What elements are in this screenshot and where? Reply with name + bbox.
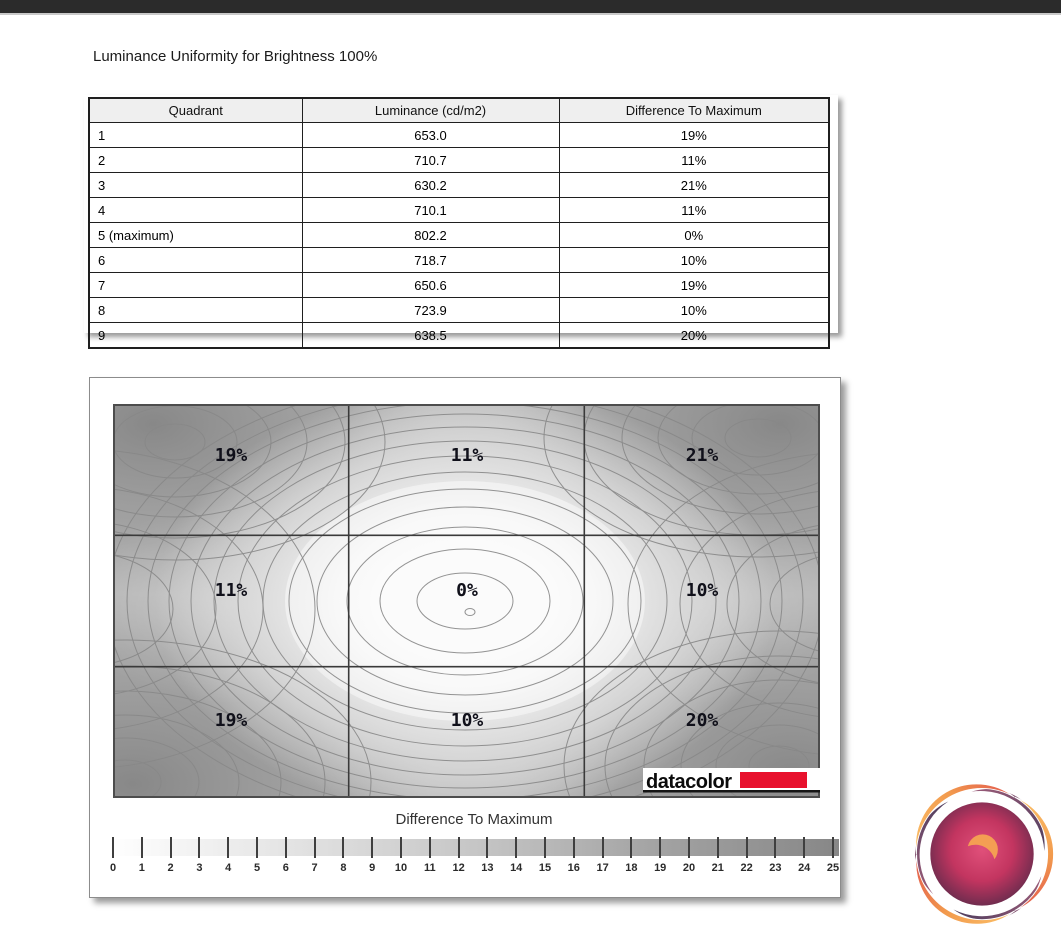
uniformity-table-card bbox=[84, 95, 838, 343]
table-cell-difference: 0% bbox=[559, 223, 829, 248]
chart-card bbox=[89, 377, 841, 898]
colorbar-tick bbox=[170, 837, 172, 858]
table-cell-difference: 19% bbox=[559, 123, 829, 148]
colorbar-tick-label: 11 bbox=[423, 862, 436, 874]
table-cell-difference: 10% bbox=[559, 248, 829, 273]
contour-label-q2: 11% bbox=[450, 445, 484, 466]
table-cell-difference: 10% bbox=[559, 298, 829, 323]
table-cell-quadrant: 7 bbox=[89, 273, 302, 298]
contour-label-q1: 19% bbox=[214, 445, 248, 466]
table-row bbox=[89, 123, 829, 148]
colorbar-tick-label: 14 bbox=[510, 862, 523, 874]
table-header-row bbox=[89, 98, 829, 123]
colorbar-tick bbox=[429, 837, 431, 858]
contour-label-q9: 20% bbox=[685, 710, 719, 731]
colorbar-tick bbox=[630, 837, 632, 858]
colorbar-tick bbox=[285, 837, 287, 858]
column-header-luminance: Luminance (cd/m2) bbox=[302, 98, 559, 123]
colorbar-tick-label: 23 bbox=[769, 862, 782, 874]
colorbar-tick bbox=[342, 837, 344, 858]
table-cell-luminance: 710.7 bbox=[302, 148, 559, 173]
colorbar-tick bbox=[832, 837, 834, 858]
colorbar-tick-label: 20 bbox=[682, 862, 696, 874]
colorbar-tick bbox=[227, 837, 229, 858]
colorbar-tick-label: 9 bbox=[369, 862, 376, 874]
table-cell-quadrant: 3 bbox=[89, 173, 302, 198]
contour-label-q8: 10% bbox=[450, 710, 484, 731]
colorbar-tick bbox=[256, 837, 258, 858]
datacolor-wordmark: datacolor bbox=[646, 771, 732, 793]
colorbar-tick bbox=[602, 837, 604, 858]
colorbar-tick-label: 24 bbox=[798, 862, 811, 874]
colorbar-tick-label: 18 bbox=[625, 862, 638, 874]
table-cell-luminance: 723.9 bbox=[302, 298, 559, 323]
contour-plot bbox=[113, 404, 820, 798]
colorbar-tick-label: 13 bbox=[481, 862, 494, 874]
table-row bbox=[89, 198, 829, 223]
table-row bbox=[89, 248, 829, 273]
table-row bbox=[89, 298, 829, 323]
table-cell-luminance: 650.6 bbox=[302, 273, 559, 298]
table-cell-difference: 11% bbox=[559, 148, 829, 173]
colorbar bbox=[109, 839, 839, 856]
table-row bbox=[89, 323, 829, 349]
top-bar bbox=[0, 0, 1061, 15]
table-cell-luminance: 802.2 bbox=[302, 223, 559, 248]
colorbar-tick-label: 16 bbox=[567, 862, 580, 874]
contour-svg bbox=[113, 404, 820, 798]
table-cell-difference: 20% bbox=[559, 323, 829, 349]
column-header-difference: Difference To Maximum bbox=[559, 98, 829, 123]
contour-label-q5: 0% bbox=[456, 580, 478, 601]
uniformity-table-body bbox=[89, 123, 829, 349]
colorbar-tick bbox=[746, 837, 748, 858]
contour-label-q7: 19% bbox=[214, 710, 248, 731]
table-cell-quadrant: 6 bbox=[89, 248, 302, 273]
contour-label-q6: 10% bbox=[685, 580, 719, 601]
column-header-quadrant: Quadrant bbox=[89, 98, 302, 123]
datacolor-red-bar bbox=[740, 772, 807, 788]
colorbar-tick bbox=[515, 837, 517, 858]
colorbar-tick-label: 4 bbox=[225, 862, 232, 874]
table-cell-difference: 11% bbox=[559, 198, 829, 223]
colorbar-tick-label: 2 bbox=[167, 862, 174, 874]
colorbar-tick-label: 8 bbox=[340, 862, 347, 874]
table-cell-quadrant: 8 bbox=[89, 298, 302, 323]
colorbar-tick-label: 22 bbox=[740, 862, 753, 874]
table-cell-difference: 19% bbox=[559, 273, 829, 298]
contour-label-q4: 11% bbox=[214, 580, 248, 601]
table-cell-quadrant: 1 bbox=[89, 123, 302, 148]
colorbar-tick-label: 15 bbox=[538, 862, 552, 874]
table-cell-luminance: 718.7 bbox=[302, 248, 559, 273]
table-row bbox=[89, 223, 829, 248]
colorbar-tick-label: 6 bbox=[282, 862, 289, 874]
colorbar-tick bbox=[112, 837, 114, 858]
colorbar-tick bbox=[198, 837, 200, 858]
colorbar-tick-label: 1 bbox=[138, 862, 145, 874]
colorbar-tick bbox=[314, 837, 316, 858]
colorbar-tick-label: 25 bbox=[826, 862, 840, 874]
table-row bbox=[89, 273, 829, 298]
table-cell-luminance: 653.0 bbox=[302, 123, 559, 148]
colorbar-tick bbox=[486, 837, 488, 858]
colorbar-tick-label: 10 bbox=[394, 862, 408, 874]
colorbar-tick bbox=[544, 837, 546, 858]
colorbar-tick bbox=[659, 837, 661, 858]
table-cell-quadrant: 9 bbox=[89, 323, 302, 349]
colorbar-labels bbox=[109, 862, 839, 876]
colorbar-tick bbox=[371, 837, 373, 858]
table-cell-luminance: 638.5 bbox=[302, 323, 559, 349]
colorbar-tick bbox=[774, 837, 776, 858]
colorbar-title: Difference To Maximum bbox=[395, 811, 553, 828]
uniformity-table bbox=[88, 97, 830, 349]
table-cell-difference: 21% bbox=[559, 173, 829, 198]
colorbar-tick bbox=[573, 837, 575, 858]
table-cell-quadrant: 4 bbox=[89, 198, 302, 223]
colorbar-tick-label: 19 bbox=[654, 862, 667, 874]
contour-label-q3: 21% bbox=[685, 445, 719, 466]
colorbar-tick bbox=[688, 837, 690, 858]
colorbar-tick bbox=[458, 837, 460, 858]
table-row bbox=[89, 173, 829, 198]
colorbar-tick-label: 0 bbox=[109, 862, 117, 874]
colorbar-tick bbox=[717, 837, 719, 858]
colorbar-tick-label: 7 bbox=[311, 862, 318, 874]
kitguru-logo bbox=[906, 776, 1058, 932]
table-cell-quadrant: 5 (maximum) bbox=[89, 223, 302, 248]
colorbar-tick-label: 3 bbox=[196, 862, 203, 874]
table-cell-luminance: 710.1 bbox=[302, 198, 559, 223]
colorbar-tick bbox=[803, 837, 805, 858]
colorbar-tick-label: 12 bbox=[452, 862, 465, 874]
table-row bbox=[89, 148, 829, 173]
page-title: Luminance Uniformity for Brightness 100% bbox=[93, 48, 378, 65]
colorbar-tick-label: 5 bbox=[253, 862, 261, 874]
colorbar-tick-label: 21 bbox=[711, 862, 724, 874]
table-cell-quadrant: 2 bbox=[89, 148, 302, 173]
colorbar-tick bbox=[400, 837, 402, 858]
colorbar-tick bbox=[141, 837, 143, 858]
colorbar-tick-label: 17 bbox=[596, 862, 609, 874]
table-cell-luminance: 630.2 bbox=[302, 173, 559, 198]
datacolor-logo bbox=[643, 768, 820, 793]
